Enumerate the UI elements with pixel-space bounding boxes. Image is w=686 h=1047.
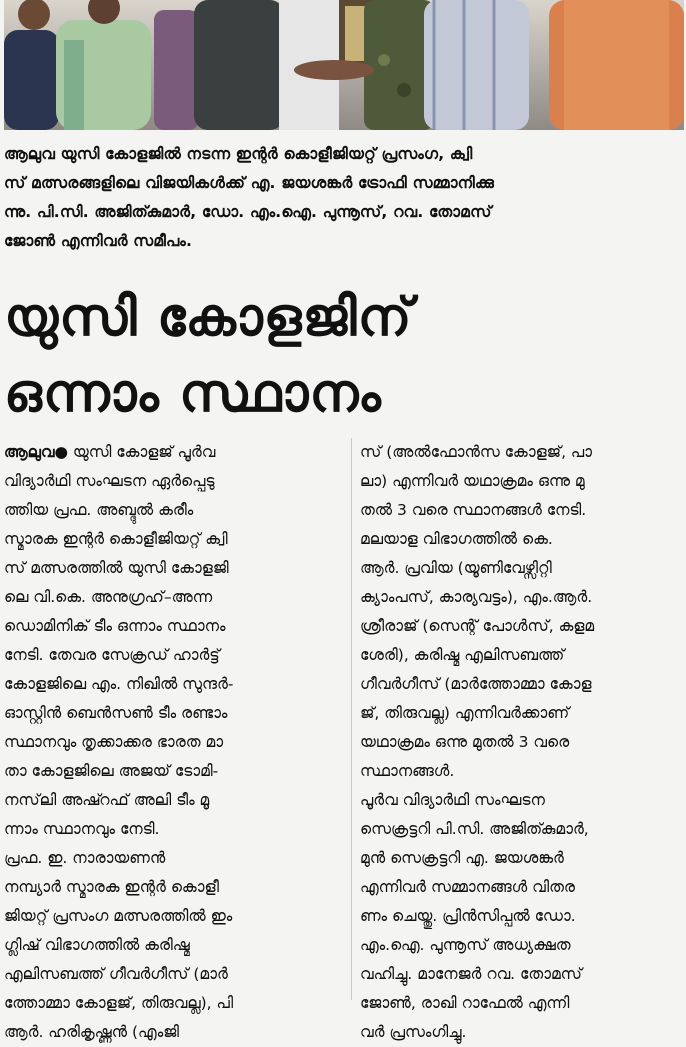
article-paragraph: പൂർവ വിദ്യാർഥി സംഘടന സെക്രട്ടറി പി.സി. അജിത്കുമാർ, മുൻ സെക്രട്ടറി എ. ജയശങ്കർ എന്നിവർ സമ്മാനങ്ങൾ വിതര ണം ചെയ്തു. പ്രിൻസിപ്പൽ ഡോ. എം.ഐ. പുന്നൂസ് അധ്യക്ഷത വഹിച്ചു. മാനേജർ റവ. തോമസ് ജോൺ, രാഖി റാഫേൽ എന്നി വർ പ്രസംഗിച്ചു. — [360, 791, 589, 1041]
article-column-left — [4, 438, 324, 1041]
article-paragraph: സ് (അൽഫോൻസ കോളജ്, പാ ലാ) എന്നിവർ യഥാക്രമം ഒന്നു മു തൽ 3 വരെ സ്ഥാനങ്ങൾ നേടി. — [360, 443, 593, 519]
dateline-bullet: ● — [54, 443, 68, 461]
article-paragraph: യുസി കോളജ് പൂർവ വിദ്യാർഥി സംഘടന ഏർപ്പെടു ത്തിയ പ്രഫ. അബ്ദുൽ കരീം സ്മാരക ഇന്റർ കൊളീജിയറ്റ് ക്വി സ് മത്സരത്തിൽ യുസി കോളജി ലെ വി.കെ. അനുഗ്രഹ്–അന്ന ഡൊമിനിക് ടീം ഒന്നാം സ്ഥാനം നേടി. തേവര സേക്രഡ് ഹാർട്ട് കോളജിലെ എം. നിഖിൽ സുന്ദർ- ഓസ്റ്റിൻ ബെൻസൺ ടീം രണ്ടാം സ്ഥാനവും തൃക്കാക്കര ഭാരത മാ താ കോളജിലെ അജയ് ടോമി- നസ്‌ലി അഷ്റഫ് അലി ടീം മൂ ന്നാം സ്ഥാനവും നേടി. — [4, 443, 234, 838]
award-ceremony-photo — [4, 0, 684, 130]
article-column-right — [360, 438, 682, 1041]
photo-illustration — [4, 0, 684, 130]
article-paragraph: പ്രഫ. ഇ. നാരായണൻ നമ്പ്യാർ സ്മാരക ഇന്റർ കൊളീ ജിയറ്റ് പ്രസംഗ മത്സരത്തിൽ ഇം ഗ്ലിഷ് വിഭാഗത്തിൽ കരിഷ്മ എലിസബത്ത് ഗീവർഗീസ് (മാർ ത്തോമ്മാ കോളജ്, തിരുവല്ല), പി ആർ. ഹരികൃഷ്ണൻ (എംജി — [4, 849, 234, 1041]
article-paragraph: മലയാള വിഭാഗത്തിൽ കെ. ആർ. പ്രവിയ (യൂണിവേഴ്സിറ്റി ക്യാംപസ്, കാര്യവട്ടം), എം.ആർ. ശ്രീരാജ് (സെന്റ് പോൾസ്, കളമ ശേരി), കരിഷ്മ എലിസബത്ത് ഗീവർഗീസ് (മാർത്തോമ്മാ കോള ജ്, തിരുവല്ല) എന്നിവർക്കാണ് യഥാക്രമം ഒന്നു മുതൽ 3 വരെ സ്ഥാനങ്ങൾ. — [360, 530, 595, 780]
photo-caption: ആലുവ യുസി കോളജിൽ നടന്ന ഇന്റർ കൊളീജിയറ്റ് പ്രസംഗ, ക്വി സ് മത്സരങ്ങളിലെ വിജയികൾക്ക് എ. ജയശങ്കർ ട്രോഫി സമ്മാനിക്കു ന്നു. പി.സി. അജിത്കുമാർ, ഡോ. എം.ഐ. പുന്നൂസ്, റവ. തോമസ് ജോൺ എന്നിവർ സമീപം. — [4, 145, 495, 250]
column-divider — [351, 438, 352, 1000]
dateline: ആലുവ — [4, 443, 55, 461]
headline: യുസി കോളജിന് ഒന്നാം സ്ഥാനം — [4, 287, 413, 424]
